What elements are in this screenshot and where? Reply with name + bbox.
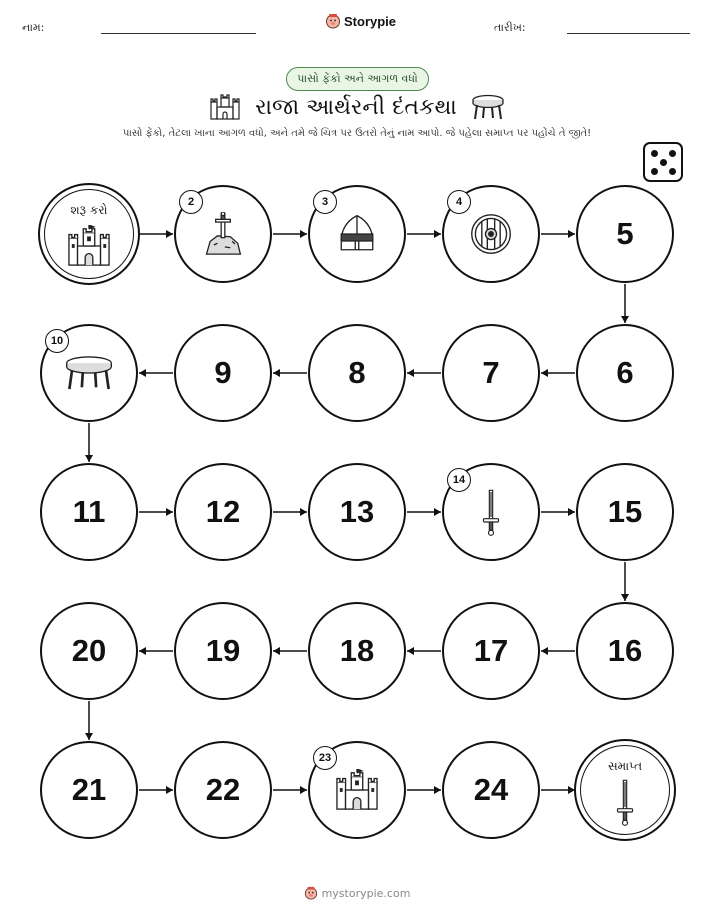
arrow-head bbox=[273, 369, 280, 377]
arrow-head bbox=[300, 230, 307, 238]
footer-url[interactable]: mystorypie.com bbox=[321, 886, 411, 900]
cell-badge: 2 bbox=[179, 190, 203, 214]
board-cell-13[interactable] bbox=[308, 463, 406, 561]
arrow-head bbox=[568, 508, 575, 516]
arrow-head bbox=[407, 647, 414, 655]
name-label: નામ: bbox=[22, 21, 45, 34]
cell-number: 7 bbox=[482, 355, 500, 390]
arrow-head bbox=[85, 733, 93, 740]
cell-number: 6 bbox=[616, 355, 634, 390]
cell-badge: 14 bbox=[447, 468, 471, 492]
board-cell-17[interactable] bbox=[442, 602, 540, 700]
cell-badge: 3 bbox=[313, 190, 337, 214]
arrow-head bbox=[300, 508, 307, 516]
board-cell-16[interactable] bbox=[576, 602, 674, 700]
board-cell-10[interactable] bbox=[40, 324, 138, 422]
board-cell-4[interactable] bbox=[442, 185, 540, 283]
footer bbox=[0, 886, 714, 900]
start-cell[interactable] bbox=[38, 183, 140, 285]
cell-number: 21 bbox=[71, 772, 107, 807]
cell-number: 9 bbox=[214, 355, 232, 390]
board-cell-18[interactable] bbox=[308, 602, 406, 700]
arrow-head bbox=[407, 369, 414, 377]
arrow-head bbox=[541, 369, 548, 377]
arrow-head bbox=[166, 230, 173, 238]
board-cell-19[interactable] bbox=[174, 602, 272, 700]
sword-in-stone-icon bbox=[201, 212, 245, 260]
board-cell-23[interactable] bbox=[308, 741, 406, 839]
arrow-head bbox=[621, 316, 629, 323]
board-cell-24[interactable] bbox=[442, 741, 540, 839]
cell-number: 13 bbox=[339, 494, 375, 529]
arrow-head bbox=[541, 647, 548, 655]
board-cell-12[interactable] bbox=[174, 463, 272, 561]
instructions: પાસો ફેંકો, તેટલા ખાના આગળ વધો, અને તમે જે ચિત્ર પર ઉતરો તેનું નામ આપો. જે પહેલા સમાપ્ત પર પહોંચે તે જીતે! bbox=[122, 128, 592, 139]
cell-number: 20 bbox=[71, 633, 107, 668]
cell-number: 19 bbox=[205, 633, 241, 668]
arrow-head bbox=[434, 786, 441, 794]
board-cell-14[interactable] bbox=[442, 463, 540, 561]
finish-label: સમાપ્ત bbox=[607, 759, 643, 773]
arrow-head bbox=[139, 647, 146, 655]
cell-number: 15 bbox=[607, 494, 643, 529]
sword-icon bbox=[615, 775, 635, 833]
board-cell-5[interactable] bbox=[576, 185, 674, 283]
cell-number: 12 bbox=[205, 494, 241, 529]
cell-number: 18 bbox=[339, 633, 375, 668]
arrow-head bbox=[273, 647, 280, 655]
arrow-head bbox=[568, 230, 575, 238]
board-cell-9[interactable] bbox=[174, 324, 272, 422]
arrow-head bbox=[139, 369, 146, 377]
shield-icon bbox=[469, 212, 513, 260]
round-table-icon bbox=[64, 355, 114, 395]
start-label: શરૂ કરો bbox=[70, 203, 108, 217]
cell-number: 16 bbox=[607, 633, 643, 668]
cell-number: 11 bbox=[72, 494, 106, 529]
cell-number: 24 bbox=[473, 772, 509, 807]
cell-number: 5 bbox=[616, 216, 634, 251]
page-title: રાજા આર્થરની દંતકથા bbox=[255, 94, 457, 120]
board-cell-3[interactable] bbox=[308, 185, 406, 283]
pig-mascot-icon bbox=[304, 886, 318, 900]
castle-icon bbox=[334, 769, 380, 815]
board-cell-6[interactable] bbox=[576, 324, 674, 422]
subtitle-pill: પાસો ફેંકો અને આગળ વધો bbox=[286, 67, 429, 91]
board-cell-21[interactable] bbox=[40, 741, 138, 839]
castle-icon bbox=[66, 225, 112, 271]
arrow-head bbox=[434, 508, 441, 516]
board-cell-15[interactable] bbox=[576, 463, 674, 561]
cell-number: 17 bbox=[473, 633, 509, 668]
arrow-head bbox=[85, 455, 93, 462]
cell-badge: 4 bbox=[447, 190, 471, 214]
cell-number: 8 bbox=[348, 355, 366, 390]
arrow-head bbox=[434, 230, 441, 238]
brand-name: Storypie bbox=[344, 13, 397, 29]
board-cell-7[interactable] bbox=[442, 324, 540, 422]
arrow-head bbox=[300, 786, 307, 794]
arrow-head bbox=[166, 786, 173, 794]
helmet-icon bbox=[336, 213, 378, 259]
cell-number: 22 bbox=[205, 772, 241, 807]
sword-icon bbox=[481, 485, 501, 543]
arrow-head bbox=[621, 594, 629, 601]
board-cell-22[interactable] bbox=[174, 741, 272, 839]
board-cell-2[interactable] bbox=[174, 185, 272, 283]
board-cell-11[interactable] bbox=[40, 463, 138, 561]
cell-badge: 23 bbox=[313, 746, 337, 770]
cell-badge: 10 bbox=[45, 329, 69, 353]
board-cell-20[interactable] bbox=[40, 602, 138, 700]
arrow-head bbox=[166, 508, 173, 516]
board-cell-8[interactable] bbox=[308, 324, 406, 422]
date-label: તારીખ: bbox=[494, 21, 526, 34]
finish-cell[interactable] bbox=[574, 739, 676, 841]
